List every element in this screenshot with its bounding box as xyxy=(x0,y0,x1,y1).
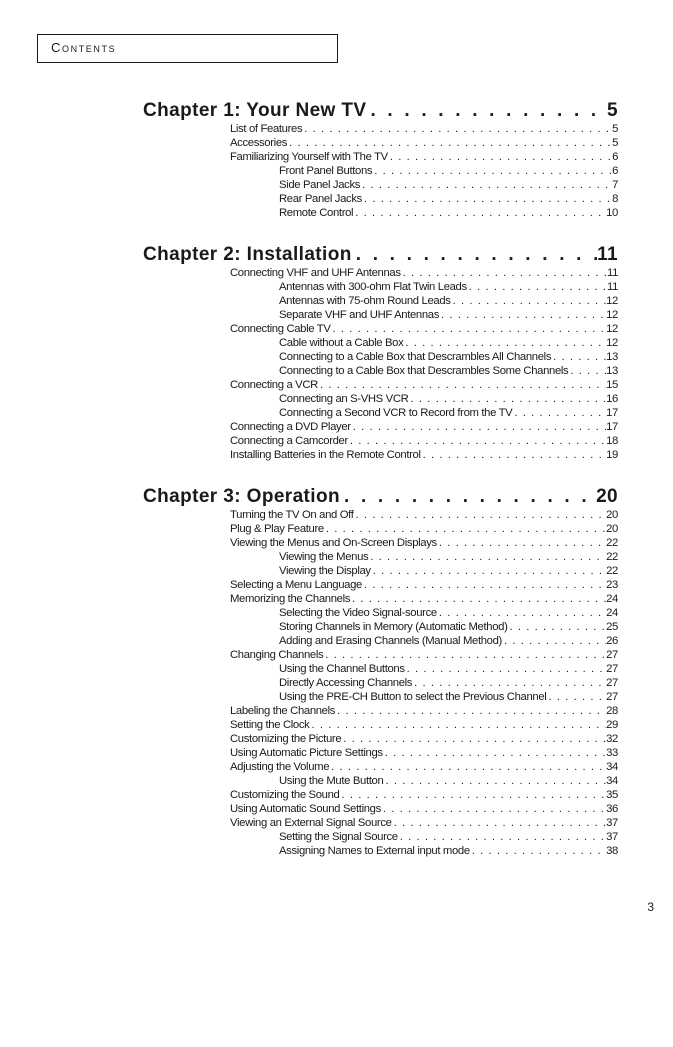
toc-subentry[interactable] xyxy=(230,774,618,788)
entry-page: 38 xyxy=(606,845,618,857)
toc-subentry[interactable] xyxy=(230,844,618,858)
entry-page: 13 xyxy=(606,351,618,363)
entry-page: 8 xyxy=(612,193,618,205)
toc-entry[interactable] xyxy=(230,448,618,462)
dot-leader xyxy=(371,564,606,578)
entry-page: 17 xyxy=(606,407,618,419)
entry-page: 6 xyxy=(612,165,618,177)
toc-subentry[interactable] xyxy=(230,178,618,192)
entry-page: 5 xyxy=(612,123,618,135)
toc-entry[interactable] xyxy=(230,802,618,816)
toc-entry[interactable] xyxy=(230,150,618,164)
entry-title: Connecting to a Cable Box that Descrambles All Channels xyxy=(279,351,552,363)
toc-subentry[interactable] xyxy=(230,634,618,648)
dot-leader xyxy=(350,592,606,606)
entry-page: 29 xyxy=(606,719,618,731)
page-number: 3 xyxy=(647,900,654,914)
entry-page: 27 xyxy=(606,691,618,703)
entry-page: 26 xyxy=(606,635,618,647)
toc-entry[interactable] xyxy=(230,434,618,448)
dot-leader xyxy=(508,620,607,634)
entry-title: Viewing an External Signal Source xyxy=(230,817,392,829)
contents-title: Contents xyxy=(51,40,117,55)
entry-title: Using Automatic Picture Settings xyxy=(230,747,383,759)
entry-list xyxy=(143,508,618,858)
toc-subentry[interactable] xyxy=(230,336,618,350)
dot-leader xyxy=(368,550,606,564)
toc-subentry[interactable] xyxy=(230,294,618,308)
chapter-section xyxy=(143,244,618,462)
chapter-page: 11 xyxy=(597,244,618,265)
dot-leader xyxy=(392,816,607,830)
chapter-heading[interactable] xyxy=(143,244,618,266)
entry-title: Installing Batteries in the Remote Control xyxy=(230,449,421,461)
dot-leader xyxy=(388,150,612,164)
dot-leader xyxy=(331,322,607,336)
entry-title: Using the Mute Button xyxy=(279,775,384,787)
dot-leader xyxy=(341,732,606,746)
entry-title: Labeling the Channels xyxy=(230,705,336,717)
dot-leader xyxy=(354,508,607,522)
chapter-title: Chapter 3: Operation xyxy=(143,486,340,507)
entry-title: Selecting the Video Signal-source xyxy=(279,607,437,619)
entry-page: 22 xyxy=(606,537,618,549)
entry-page: 12 xyxy=(606,323,618,335)
dot-leader xyxy=(324,522,606,536)
entry-page: 16 xyxy=(606,393,618,405)
entry-page: 11 xyxy=(606,281,618,293)
entry-title: Connecting a Second VCR to Record from the TV xyxy=(279,407,513,419)
dot-leader xyxy=(351,420,606,434)
contents-header-box xyxy=(37,34,338,63)
toc-entry[interactable] xyxy=(230,592,618,606)
toc-subentry[interactable] xyxy=(230,606,618,620)
entry-title: Connecting a Camcorder xyxy=(230,435,348,447)
toc-entry[interactable] xyxy=(230,718,618,732)
dot-leader xyxy=(546,690,606,704)
toc-subentry[interactable] xyxy=(230,676,618,690)
toc-entry[interactable] xyxy=(230,420,618,434)
entry-title: Remote Control xyxy=(279,207,354,219)
dot-leader xyxy=(383,746,606,760)
toc-subentry[interactable] xyxy=(230,564,618,578)
entry-page: 33 xyxy=(606,747,618,759)
chapter-title: Chapter 2: Installation xyxy=(143,244,352,265)
entry-page: 6 xyxy=(612,151,618,163)
dot-leader xyxy=(302,122,612,136)
entry-page: 24 xyxy=(606,593,618,605)
entry-title: Viewing the Menus and On-Screen Displays xyxy=(230,537,437,549)
entry-title: Separate VHF and UHF Antennas xyxy=(279,309,440,321)
dot-leader xyxy=(339,788,606,802)
dot-leader xyxy=(437,606,606,620)
dot-leader xyxy=(309,718,606,732)
toc-subentry[interactable] xyxy=(230,392,618,406)
dot-leader xyxy=(340,486,596,508)
entry-title: Connecting VHF and UHF Antennas xyxy=(230,267,401,279)
toc-subentry[interactable] xyxy=(230,364,618,378)
dot-leader xyxy=(551,350,606,364)
entry-page: 22 xyxy=(606,565,618,577)
dot-leader xyxy=(467,280,607,294)
entry-title: List of Features xyxy=(230,123,303,135)
entry-title: Using Automatic Sound Settings xyxy=(230,803,381,815)
toc-subentry[interactable] xyxy=(230,308,618,322)
entry-title: Connecting Cable TV xyxy=(230,323,331,335)
dot-leader xyxy=(372,164,612,178)
entry-page: 32 xyxy=(606,733,618,745)
toc-subentry[interactable] xyxy=(230,690,618,704)
entry-page: 24 xyxy=(606,607,618,619)
chapter-page: 20 xyxy=(596,486,618,507)
chapter-heading[interactable] xyxy=(143,486,618,508)
dot-leader xyxy=(502,634,606,648)
chapter-heading[interactable] xyxy=(143,100,618,122)
dot-leader xyxy=(318,378,606,392)
toc-entry[interactable] xyxy=(230,704,618,718)
chapter-section xyxy=(143,486,618,858)
entry-title: Viewing the Menus xyxy=(279,551,369,563)
toc-subentry[interactable] xyxy=(230,550,618,564)
entry-title: Using the PRE-CH Button to select the Previous Channel xyxy=(279,691,547,703)
toc-entry[interactable] xyxy=(230,760,618,774)
dot-leader xyxy=(412,676,606,690)
entry-title: Connecting a VCR xyxy=(230,379,318,391)
dot-leader xyxy=(287,136,612,150)
dot-leader xyxy=(352,244,597,266)
entry-page: 18 xyxy=(606,435,618,447)
entry-title: Storing Channels in Memory (Automatic Method) xyxy=(279,621,508,633)
dot-leader xyxy=(568,364,606,378)
entry-title: Assigning Names to External input mode xyxy=(279,845,470,857)
dot-leader xyxy=(383,774,606,788)
entry-page: 12 xyxy=(606,309,618,321)
entry-title: Memorizing the Channels xyxy=(230,593,351,605)
entry-page: 7 xyxy=(612,179,618,191)
entry-page: 36 xyxy=(606,803,618,815)
entry-page: 23 xyxy=(606,579,618,591)
toc-subentry[interactable] xyxy=(230,206,618,220)
toc-subentry[interactable] xyxy=(230,830,618,844)
dot-leader xyxy=(366,100,607,122)
toc-entry[interactable] xyxy=(230,322,618,336)
entry-page: 12 xyxy=(606,295,618,307)
dot-leader xyxy=(403,336,606,350)
entry-title: Setting the Signal Source xyxy=(279,831,398,843)
toc-subentry[interactable] xyxy=(230,406,618,420)
toc-entry[interactable] xyxy=(230,648,618,662)
dot-leader xyxy=(408,392,606,406)
entry-page: 25 xyxy=(606,621,618,633)
toc-entry[interactable] xyxy=(230,522,618,536)
toc-subentry[interactable] xyxy=(230,620,618,634)
dot-leader xyxy=(439,308,606,322)
entry-page: 20 xyxy=(606,523,618,535)
entry-title: Customizing the Sound xyxy=(230,789,340,801)
toc-entry[interactable] xyxy=(230,816,618,830)
toc-entry[interactable] xyxy=(230,536,618,550)
entry-title: Adjusting the Volume xyxy=(230,761,330,773)
entry-page: 19 xyxy=(606,449,618,461)
entry-title: Selecting a Menu Language xyxy=(230,579,362,591)
entry-page: 28 xyxy=(606,705,618,717)
entry-page: 35 xyxy=(606,789,618,801)
entry-page: 11 xyxy=(606,267,618,279)
dot-leader xyxy=(348,434,606,448)
entry-page: 22 xyxy=(606,551,618,563)
entry-page: 34 xyxy=(606,761,618,773)
entry-title: Antennas with 75-ohm Round Leads xyxy=(279,295,451,307)
entry-title: Rear Panel Jacks xyxy=(279,193,362,205)
dot-leader xyxy=(470,844,606,858)
entry-title: Changing Channels xyxy=(230,649,324,661)
entry-title: Turning the TV On and Off xyxy=(230,509,354,521)
entry-title: Connecting an S-VHS VCR xyxy=(279,393,409,405)
entry-page: 10 xyxy=(606,207,618,219)
chapter-page: 5 xyxy=(607,100,618,121)
entry-page: 34 xyxy=(606,775,618,787)
entry-title: Setting the Clock xyxy=(230,719,310,731)
toc-subentry[interactable] xyxy=(230,662,618,676)
dot-leader xyxy=(512,406,606,420)
toc-subentry[interactable] xyxy=(230,164,618,178)
entry-page: 5 xyxy=(612,137,618,149)
toc-entry[interactable] xyxy=(230,122,618,136)
dot-leader xyxy=(437,536,606,550)
toc-subentry[interactable] xyxy=(230,192,618,206)
entry-list xyxy=(143,122,618,220)
toc-entry[interactable] xyxy=(230,266,618,280)
dot-leader xyxy=(323,648,606,662)
entry-page: 20 xyxy=(606,509,618,521)
dot-leader xyxy=(362,192,612,206)
entry-page: 12 xyxy=(606,337,618,349)
entry-page: 37 xyxy=(606,817,618,829)
entry-title: Antennas with 300-ohm Flat Twin Leads xyxy=(279,281,467,293)
dot-leader xyxy=(401,266,607,280)
entry-title: Accessories xyxy=(230,137,288,149)
entry-title: Front Panel Buttons xyxy=(279,165,373,177)
toc-entry[interactable] xyxy=(230,136,618,150)
toc-entry[interactable] xyxy=(230,378,618,392)
toc-entry[interactable] xyxy=(230,732,618,746)
toc-entry[interactable] xyxy=(230,578,618,592)
entry-title: Side Panel Jacks xyxy=(279,179,361,191)
entry-title: Viewing the Display xyxy=(279,565,371,577)
toc-subentry[interactable] xyxy=(230,350,618,364)
dot-leader xyxy=(360,178,612,192)
dot-leader xyxy=(421,448,606,462)
dot-leader xyxy=(398,830,606,844)
entry-title: Adding and Erasing Channels (Manual Method) xyxy=(279,635,502,647)
dot-leader xyxy=(405,662,606,676)
dot-leader xyxy=(381,802,606,816)
dot-leader xyxy=(353,206,606,220)
dot-leader xyxy=(335,704,606,718)
entry-title: Cable without a Cable Box xyxy=(279,337,404,349)
entry-page: 27 xyxy=(606,677,618,689)
entry-page: 17 xyxy=(606,421,618,433)
entry-title: Connecting a DVD Player xyxy=(230,421,351,433)
dot-leader xyxy=(451,294,607,308)
entry-title: Customizing the Picture xyxy=(230,733,342,745)
entry-title: Plug & Play Feature xyxy=(230,523,324,535)
toc-entry[interactable] xyxy=(230,508,618,522)
dot-leader xyxy=(329,760,606,774)
dot-leader xyxy=(362,578,606,592)
chapter-section xyxy=(143,100,618,220)
chapter-title: Chapter 1: Your New TV xyxy=(143,100,367,121)
entry-page: 37 xyxy=(606,831,618,843)
entry-page: 27 xyxy=(606,649,618,661)
entry-title: Using the Channel Buttons xyxy=(279,663,405,675)
entry-page: 27 xyxy=(606,663,618,675)
entry-list xyxy=(143,266,618,462)
entry-title: Familiarizing Yourself with The TV xyxy=(230,151,388,163)
toc-entry[interactable] xyxy=(230,746,618,760)
toc-entry[interactable] xyxy=(230,788,618,802)
entry-page: 15 xyxy=(606,379,618,391)
toc-subentry[interactable] xyxy=(230,280,618,294)
entry-page: 13 xyxy=(606,365,618,377)
entry-title: Directly Accessing Channels xyxy=(279,677,413,689)
entry-title: Connecting to a Cable Box that Descrambles Some Channels xyxy=(279,365,569,377)
